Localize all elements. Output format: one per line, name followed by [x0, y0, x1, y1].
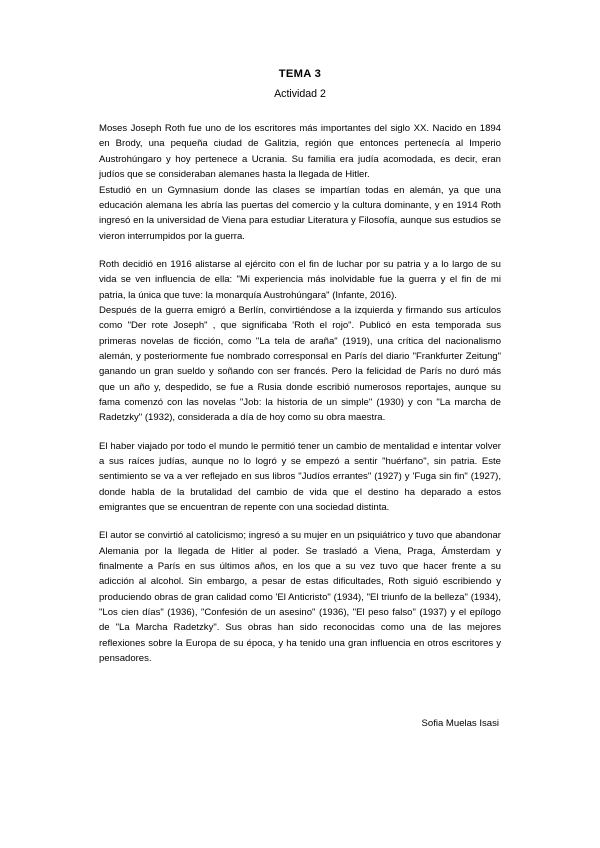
signature-area	[99, 713, 501, 731]
paragraph: Moses Joseph Roth fue uno de los escritores más importantes del siglo XX. Nacido en 1894 en Brody, una pequeña ciudad de Galitzia, región que entonces pertenecía al Imperio Austrohúngaro y hoy pertenece a Ucrania. Su familia era judía acomodada, es decir, eran judíos que se consideraban alemanes hasta la llegada de Hitler.	[99, 123, 501, 181]
paragraph: Después de la guerra emigró a Berlín, convirtiéndose a la izquierda y firmando sus artículos como "Der rote Joseph" , que significaba 'Roth el rojo". Publicó en esta temporada sus primeras novelas de ficción, como "La tela de araña" (1919), una crítica del nacionalismo alemán, y posteriormente fue nombrado corresponsal en París del diario "Frankfurter Zeitung" ganando un gran sueldo y soñando con ser francés. Pero la felicidad de París no duró más que un año y, despedido, se fue a Rusia donde escribió numerosos reportajes, aunque su fama comenzó con las novelas "Job: la historia de un simple" (1930) y con "La marcha de Radetzky" (1932), considerada a día de hoy como su obra maestra.	[99, 304, 501, 424]
paragraph: El autor se convirtió al catolicismo; ingresó a su mujer en un psiquiátrico y tuvo que abandonar Alemania por la llegada de Hitler al poder. Se trasladó a Viena, Praga, Ámsterdam y finalmente a París en sus últimos años, en los que a su vez tuvo que hacer frente a su adicción al alcohol. Sin embargo, a pesar de estas dificultades, Roth siguió escribiendo y produciendo obras de gran calidad como 'El Anticristo" (1934), "El triunfo de la belleza" (1934), "Los cien días" (1936), "Confesión de un asesino" (1936), "El peso falso" (1937) y el epílogo de "La Marcha Radetzky". Sus obras han sido reconocidas como una de las mejores reflexiones sobre la Europa de su época, y ha tenido una gran influencia en otros escritores y pensadores.	[99, 530, 501, 665]
text-block-3	[99, 439, 501, 516]
text-block-2	[99, 257, 501, 426]
author-signature: Sofia Muelas Isasi	[421, 718, 499, 730]
paragraph: El haber viajado por todo el mundo le permitió tener un cambio de mentalidad e intentar volver a sus raíces judías, aunque no lo logró y se empezó a sentir "huérfano", sin patria. Este sentimiento se va a ver reflejado en sus libros "Judíos errantes" (1927) y 'Fuga sin fin" (1927), donde habla de la brutalidad del cambio de vida que el destino ha deparado a estos emigrantes que se encuentran de repente con una sociedad distinta.	[99, 440, 501, 514]
page-title: TEMA 3	[278, 68, 322, 80]
page-subtitle: Actividad 2	[274, 88, 326, 101]
document-content	[99, 68, 501, 732]
text-block-1	[99, 121, 501, 244]
paragraph: Roth decidió en 1916 alistarse al ejército con el fin de luchar por su patria y a lo largo de su vida se ven influencia de ella: "Mi experiencia más inolvidable fue la guerra y el fin de mi patria, la única que tuve: la monarquía Austrohúngara" (Infante, 2016).	[99, 258, 501, 301]
text-block-4	[99, 528, 501, 666]
paragraph: Estudió en un Gymnasium donde las clases se impartían todas en alemán, ya que una educación alemana les abría las puertas del comercio y la cultura dominante, y en 1914 Roth ingresó en la universidad de Viena para estudiar Literatura y Filosofía, aunque sus estudios se vieron interrumpidos por la guerra.	[99, 184, 501, 242]
